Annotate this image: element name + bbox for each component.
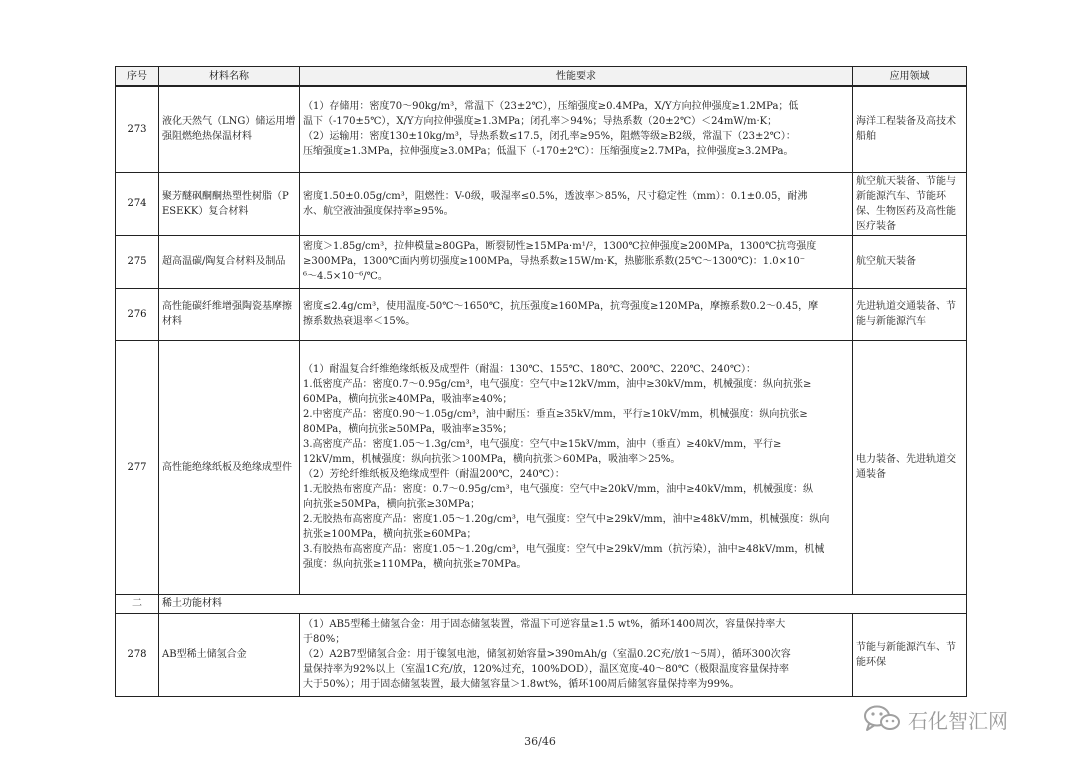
watermark-text: 石化智汇网 [908, 708, 1008, 733]
perf-line: 水、航空液油强度保持率≥95%。 [303, 205, 454, 217]
perf-line: 压缩强度≥1.3MPa，拉伸强度≥3.0MPa；低温下（-170±2℃）：压缩强度≥2.7MPa，拉伸强度≥3.2MPa。 [303, 146, 794, 158]
perf-line: 密度≤2.4g/cm³，使用温度-50℃～1650℃，抗压强度≥160MPa，抗弯强度≥120MPa，摩擦系数0.2～0.45，摩 [303, 301, 819, 312]
perf-line: 60MPa，横向抗张≥40MPa，吸油率≥40%； [303, 394, 513, 405]
perf-line: 80MPa，横向抗张≥50MPa，吸油率≥35%； [303, 424, 513, 435]
perf-line: 量保持率为92%以上（室温1C充/放，120%过充，100%DOD），温区宽度-40～80℃（极限温度容量保持率 [303, 664, 790, 675]
section-row [116, 594, 967, 613]
row-number: 273 [116, 86, 159, 172]
perf-line: 1.无胶热布密度产品：密度：0.7～0.95g/cm³，电气强度：空气中≥20kV/mm，油中≥40kV/mm，机械强度：纵 [303, 484, 814, 495]
wechat-icon [862, 704, 902, 734]
performance-requirement [300, 288, 853, 340]
perf-line: 擦系数热衰退率＜15%。 [303, 316, 416, 327]
perf-line: 2.无胶热布高密度产品：密度1.05～1.20g/cm³，电气强度：空气中≥29kV/mm，油中≥48kV/mm，机械强度：纵向 [303, 514, 830, 525]
table-row [116, 613, 967, 696]
header-field: 应用领域 [853, 67, 967, 87]
row-number: 275 [116, 235, 159, 288]
section-number: 二 [116, 594, 159, 613]
performance-requirement [300, 613, 853, 696]
perf-line: （1）AB5型稀土储氢合金：用于固态储氢装置，常温下可逆容量≥1.5 wt%，循环1400周次，容量保持率大 [303, 619, 786, 630]
header-no: 序号 [116, 67, 159, 87]
row-number: 278 [116, 613, 159, 696]
perf-line: 3.有胶热布高密度产品：密度1.05～1.20g/cm³，电气强度：空气中≥29kV/mm（抗污染），油中≥48kV/mm，机械 [303, 544, 825, 555]
material-name: 聚芳醚砜酮酮热塑性树脂（PESEKK）复合材料 [159, 172, 300, 235]
row-number: 274 [116, 172, 159, 235]
perf-line: （2）运输用：密度130±10kg/m³，导热系数≤17.5，闭孔率≥95%，阻燃等级≥B2级，常温下（23±2℃）： [303, 131, 796, 143]
material-name: 高性能碳纤维增强陶瓷基摩擦材料 [159, 288, 300, 340]
perf-line: （1）存储用：密度70～90kg/m³，常温下（23±2℃），压缩强度≥0.4MPa，X/Y方向拉伸强度≥1.2MPa；低 [303, 101, 799, 113]
table-row [116, 235, 967, 288]
row-number: 276 [116, 288, 159, 340]
table-row [116, 340, 967, 594]
perf-line: （2）芳纶纤维纸板及绝缘成型件（耐温200℃，240℃）： [303, 469, 565, 480]
perf-line: 1.低密度产品：密度0.7～0.95g/cm³，电气强度：空气中≥12kV/mm，油中≥30kV/mm，机械强度：纵向抗张≥ [303, 379, 812, 390]
table-row [116, 86, 967, 172]
perf-line: 强度：纵向抗张≥110MPa，横向抗张≥70MPa。 [303, 559, 527, 570]
header-name: 材料名称 [159, 67, 300, 87]
section-title: 稀土功能材料 [159, 594, 967, 613]
perf-line: 抗张≥100MPa，横向抗张≥60MPa； [303, 529, 477, 540]
perf-line: ≥300MPa，1300℃面内剪切强度≥100MPa，导热系数≥15W/m·K，热膨胀系数(25℃～1300℃)：1.0×10⁻ [303, 256, 806, 267]
perf-line: ⁶～4.5×10⁻⁶/℃。 [303, 271, 388, 282]
table-header-row [116, 67, 967, 87]
table-row [116, 288, 967, 340]
perf-line: 温下（-170±5℃），X/Y方向拉伸强度≥1.3MPa；闭孔率＞94%；导热系数（20±2℃）＜24mW/m·K； [303, 116, 778, 128]
perf-line: 密度1.50±0.05g/cm³，阻燃性：V-0级，吸湿率≤0.5%，透波率＞85%，尺寸稳定性（mm）：0.1±0.05，耐沸 [303, 190, 808, 202]
material-name: AB型稀土储氢合金 [159, 613, 300, 696]
material-name: 高性能绝缘纸板及绝缘成型件 [159, 340, 300, 594]
watermark [862, 702, 1008, 736]
performance-requirement [300, 172, 853, 235]
standards-table [115, 66, 967, 697]
row-number: 277 [116, 340, 159, 594]
application-field: 先进轨道交通装备、节能与新能源汽车 [853, 288, 967, 340]
header-perf: 性能要求 [300, 67, 853, 87]
table-row [116, 172, 967, 235]
performance-requirement [300, 86, 853, 172]
perf-line: 大于50%）；用于固态储氢装置，最大储氢容量＞1.8wt%，循环100周后储氢容量保持率为99%。 [303, 679, 740, 690]
page-number: 36/46 [524, 735, 556, 748]
application-field: 航空航天装备 [853, 235, 967, 288]
perf-line: 12kV/mm，机械强度：纵向抗张＞100MPa，横向抗张＞60MPa，吸油率＞25%。 [303, 454, 681, 465]
material-name: 超高温碳/陶复合材料及制品 [159, 235, 300, 288]
material-name: 液化天然气（LNG）储运用增强阻燃绝热保温材料 [159, 86, 300, 172]
performance-requirement [300, 340, 853, 594]
perf-line: 向抗张≥50MPa，横向抗张≥30MPa； [303, 499, 481, 510]
application-field: 电力装备、先进轨道交通装备 [853, 340, 967, 594]
perf-line: （1）耐温复合纤维绝缘纸板及成型件（耐温：130℃、155℃、180℃、200℃、220℃、240℃）： [303, 364, 757, 375]
application-field: 航空航天装备、节能与新能源汽车、节能环保、生物医药及高性能医疗装备 [853, 172, 967, 235]
application-field: 海洋工程装备及高技术船舶 [853, 86, 967, 172]
perf-line: 2.中密度产品：密度0.90～1.05g/cm³，油中耐压：垂直≥35kV/mm，平行≥10kV/mm，机械强度：纵向抗张≥ [303, 409, 808, 420]
perf-line: 密度＞1.85g/cm³，拉伸模量≥80GPa，断裂韧性≥15MPa·m¹/²，1300℃拉伸强度≥200MPa，1300℃抗弯强度 [303, 241, 817, 252]
performance-requirement [300, 235, 853, 288]
application-field: 节能与新能源汽车、节能环保 [853, 613, 967, 696]
perf-line: 于80%； [303, 634, 346, 645]
perf-line: （2）A2B7型储氢合金：用于镍氢电池，储氢初始容量>390mAh/g（室温0.2C充/放1～5周），循环300次容 [303, 649, 791, 660]
perf-line: 3.高密度产品：密度1.05～1.3g/cm³，电气强度：空气中≥15kV/mm，油中（垂直）≥40kV/mm，平行≥ [303, 439, 782, 450]
